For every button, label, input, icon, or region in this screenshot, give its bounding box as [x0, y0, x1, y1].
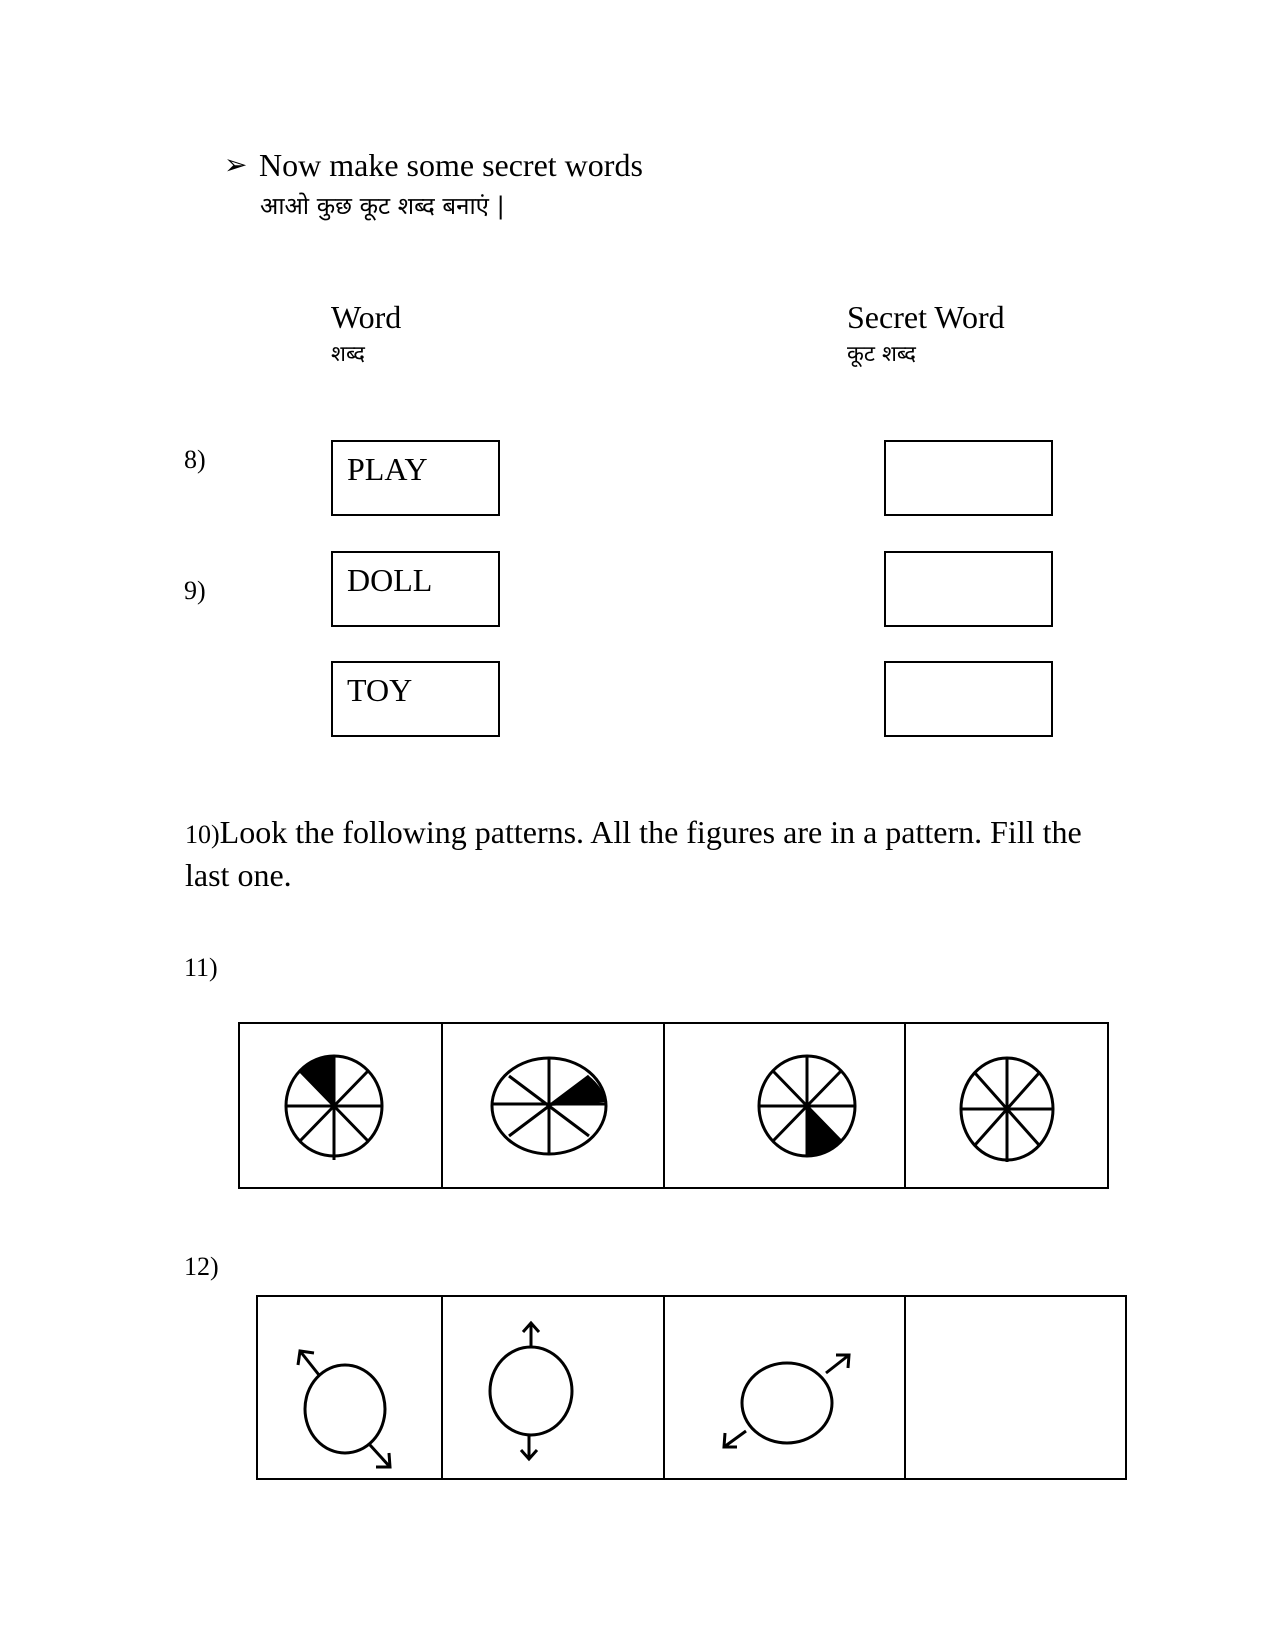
- word-text: TOY: [347, 672, 413, 708]
- circle-arrow-icon-diagonal-right: [724, 1355, 849, 1447]
- wheel-icon-shaded-bottom: [759, 1056, 855, 1156]
- secret-word-column-subtitle: कूट शब्द: [847, 342, 916, 367]
- word-box: [331, 440, 500, 516]
- question-number: 12): [184, 1252, 219, 1281]
- section-heading: Now make some secret words: [259, 147, 643, 183]
- answer-cell[interactable]: [906, 1297, 1125, 1478]
- word-text: DOLL: [347, 562, 433, 598]
- secret-word-answer-box[interactable]: [884, 551, 1053, 627]
- section-heading-hindi: आओ कुछ कूट शब्द बनाएं |: [260, 192, 505, 220]
- circle-arrow-icon-vertical: [490, 1323, 572, 1459]
- word-box: [331, 551, 500, 627]
- pattern-strip-12: [256, 1295, 1128, 1481]
- wheel-icon-shaded-top-left: [286, 1056, 382, 1160]
- secret-word-answer-box[interactable]: [884, 440, 1053, 516]
- secret-word-answer-box[interactable]: [884, 661, 1053, 737]
- bullet-arrow-icon: ➢: [224, 148, 248, 181]
- wheel-icon-unshaded: [961, 1058, 1053, 1162]
- question-number: 10): [185, 820, 220, 849]
- wheel-icon-shaded-upper-right: [491, 1058, 607, 1154]
- question-number: 8): [184, 445, 206, 474]
- strip-border: [257, 1296, 1126, 1479]
- pattern-strip-11: [238, 1022, 1110, 1190]
- question-number: 9): [184, 576, 206, 605]
- circle-arrow-icon-diagonal-left: [298, 1351, 390, 1467]
- question-10: [185, 812, 1105, 895]
- word-column-title: Word: [331, 299, 402, 335]
- word-column-subtitle: शब्द: [331, 342, 365, 367]
- word-box: [331, 661, 500, 737]
- secret-word-column-title: Secret Word: [847, 299, 1005, 335]
- word-text: PLAY: [347, 451, 428, 487]
- question-number: 11): [184, 953, 218, 982]
- question-10-text: Look the following patterns. All the figures are in a pattern. Fill the last one.: [185, 814, 1082, 893]
